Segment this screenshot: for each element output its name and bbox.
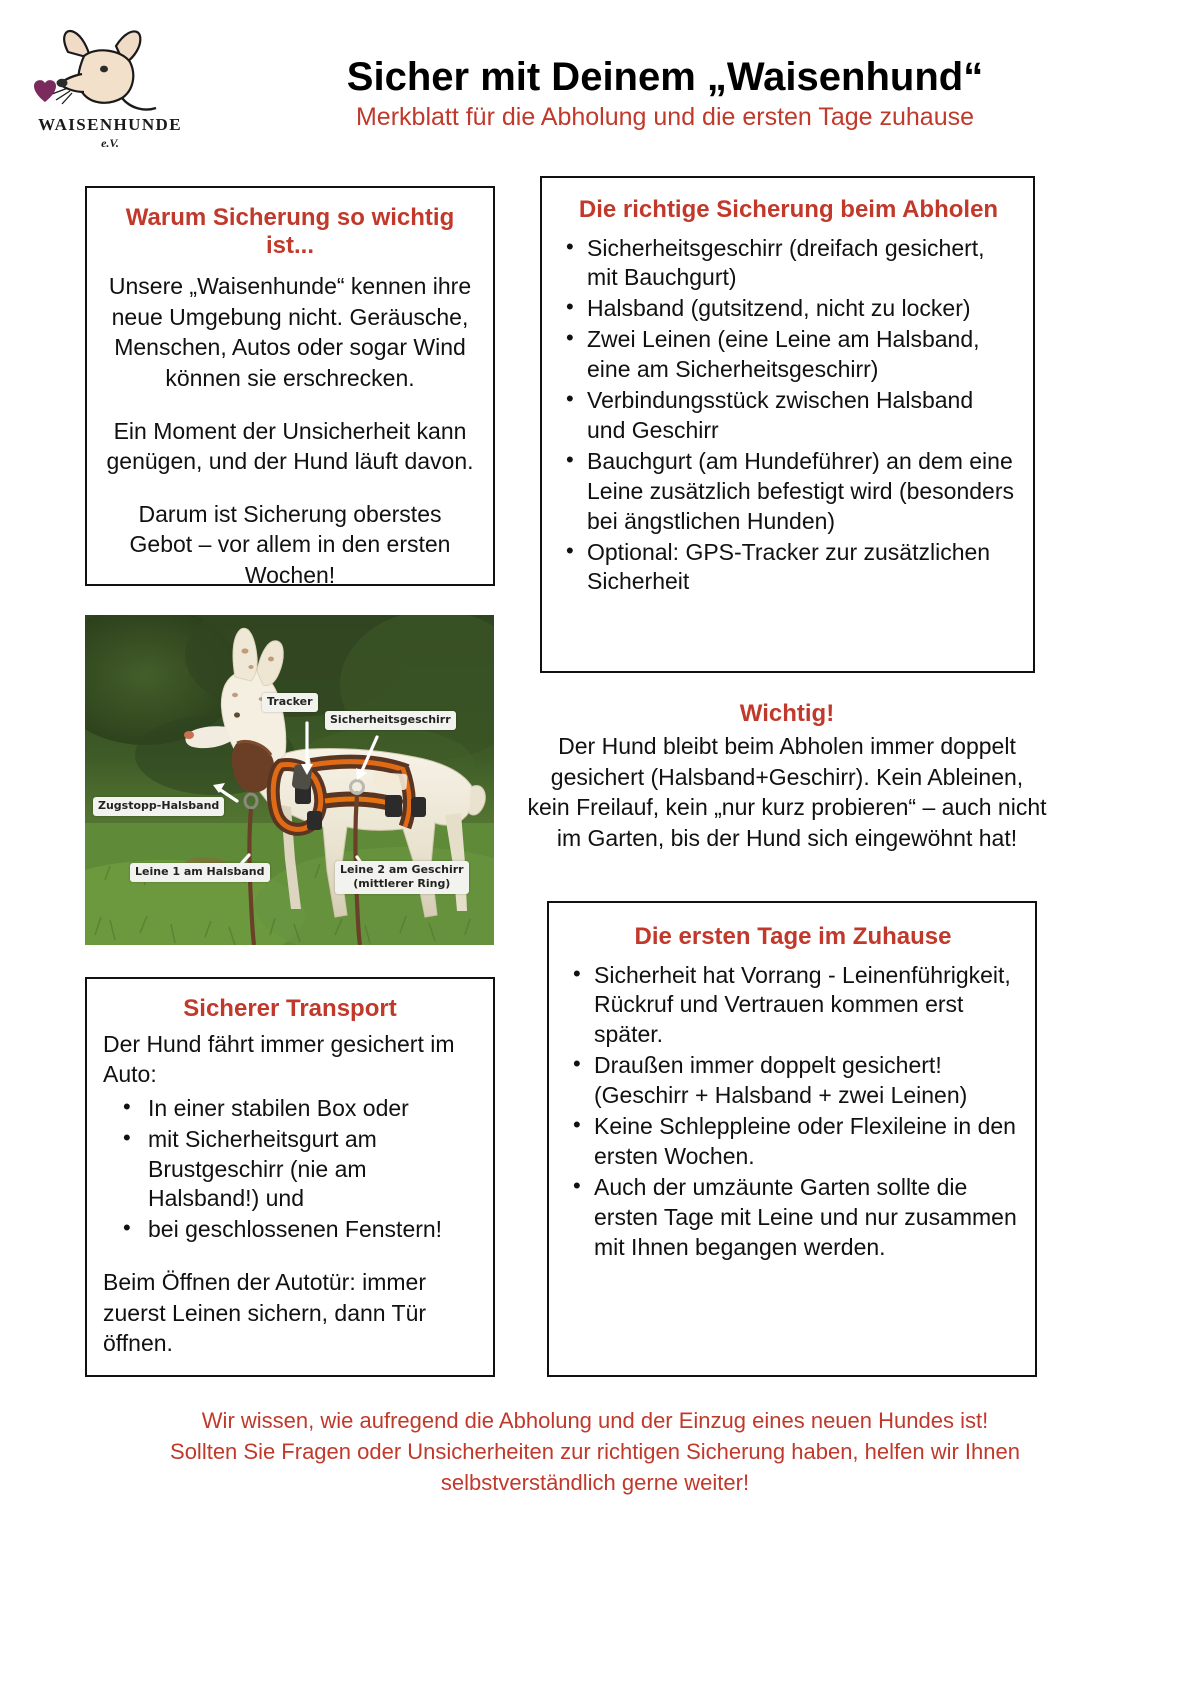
list-item: • Draußen immer doppelt gesichert! (Geschirr + Halsband + zwei Leinen) bbox=[567, 1051, 1019, 1111]
organization-logo bbox=[30, 22, 190, 157]
list-item: • Auch der umzäunte Garten sollte die ersten Tage mit Leine und nur zusammen mit Ihnen begangen werden. bbox=[567, 1173, 1019, 1263]
section-title-first-days: Die ersten Tage im Zuhause bbox=[634, 923, 952, 950]
logo-legal-suffix: e.V. bbox=[101, 136, 119, 150]
list-item: • Verbindungsstück zwischen Halsband und Geschirr bbox=[560, 386, 1017, 446]
list-item: • Halsband (gutsitzend, nicht zu locker) bbox=[560, 294, 1017, 324]
list-item: • mit Sicherheitsgurt am Brustgeschirr (nie am Halsband!) und bbox=[103, 1125, 477, 1215]
photo-label-tracker: Tracker bbox=[262, 693, 318, 712]
paragraph: Ein Moment der Unsicherheit kann genügen, und der Hund läuft davon. bbox=[106, 417, 474, 475]
title-block bbox=[200, 56, 1130, 132]
photo-label-leash-one: Leine 1 am Halsband bbox=[130, 863, 270, 882]
heart-icon bbox=[34, 80, 56, 102]
harness-demonstration-photo bbox=[85, 615, 494, 945]
page-subtitle: Merkblatt für die Abholung und die ersten Tage zuhause bbox=[355, 103, 975, 132]
document-header bbox=[0, 0, 1190, 170]
section-first-days-at-home bbox=[547, 901, 1037, 1377]
section-title-why: Warum Sicherung so wichtig ist... bbox=[125, 204, 455, 259]
important-notice bbox=[527, 700, 1047, 853]
list-item: • Sicherheitsgeschirr (dreifach gesichert, mit Bauchgurt) bbox=[560, 234, 1017, 294]
footer-line: Sollten Sie Fragen oder Unsicherheiten zur richtigen Sicherung haben, helfen wir Ihnen bbox=[170, 1439, 1020, 1465]
list-item: • Bauchgurt (am Hundeführer) an dem eine Leine zusätzlich befestigt wird (besonders bei ängstlichen Hunden) bbox=[560, 447, 1017, 537]
checklist-transport bbox=[103, 1094, 477, 1245]
photo-label-leash-two bbox=[335, 861, 469, 894]
transport-outro: Beim Öffnen der Autotür: immer zuerst Leinen sichern, dann Tür öffnen. bbox=[103, 1269, 427, 1357]
important-notice-title: Wichtig! bbox=[739, 700, 835, 727]
section-safe-transport bbox=[85, 977, 495, 1377]
list-item: • Zwei Leinen (eine Leine am Halsband, eine am Sicherheitsgeschirr) bbox=[560, 325, 1017, 385]
paragraph: Darum ist Sicherung oberstes Gebot – vor allem in den ersten Wochen! bbox=[129, 500, 451, 588]
section-title-pickup: Die richtige Sicherung beim Abholen bbox=[578, 196, 999, 223]
footer-line: selbstverständlich gerne weiter! bbox=[440, 1470, 750, 1496]
dog-head-with-heart-icon bbox=[30, 22, 190, 117]
footer-note bbox=[95, 1405, 1095, 1499]
photo-label-leash-two-line2: (mittlerer Ring) bbox=[353, 877, 451, 891]
section-title-transport: Sicherer Transport bbox=[183, 995, 397, 1022]
section-correct-securing-at-pickup bbox=[540, 176, 1035, 673]
section-why-securing-matters bbox=[85, 186, 495, 586]
list-item: • bei geschlossenen Fenstern! bbox=[103, 1215, 477, 1245]
list-item: • Sicherheit hat Vorrang - Leinenführigkeit, Rückruf und Vertrauen kommen erst später. bbox=[567, 961, 1019, 1051]
dog-with-harness-illustration bbox=[85, 615, 494, 945]
paragraph: Unsere „Waisenhunde“ kennen ihre neue Umgebung nicht. Geräusche, Menschen, Autos oder sogar Wind können sie erschrecken. bbox=[108, 273, 472, 391]
footer-line: Wir wissen, wie aufregend die Abholung und der Einzug eines neuen Hundes ist! bbox=[201, 1408, 989, 1433]
important-notice-text: Der Hund bleibt beim Abholen immer doppelt gesichert (Halsband+Geschirr). Kein Ableinen, kein Freilauf, kein „nur kurz probieren“ – auch nicht im Garten, bis der Hund sich eingewöhnt hat! bbox=[527, 733, 1047, 851]
checklist-first-days bbox=[567, 961, 1019, 1263]
section-body-why bbox=[105, 271, 475, 590]
list-item: • Keine Schleppleine oder Flexileine in den ersten Wochen. bbox=[567, 1112, 1019, 1172]
photo-label-leash-two-line1: Leine 2 am Geschirr bbox=[340, 863, 464, 876]
photo-label-stop-collar: Zugstopp-Halsband bbox=[93, 797, 224, 816]
logo-wordmark: WAISENHUNDE bbox=[38, 115, 182, 134]
transport-intro: Der Hund fährt immer gesichert im Auto: bbox=[103, 1030, 455, 1088]
page-title: Sicher mit Deinem „Waisenhund“ bbox=[346, 55, 984, 99]
photo-label-safety-harness: Sicherheitsgeschirr bbox=[325, 711, 456, 730]
list-item: • Optional: GPS-Tracker zur zusätzlichen Sicherheit bbox=[560, 538, 1017, 598]
checklist-pickup bbox=[560, 234, 1017, 598]
list-item: • In einer stabilen Box oder bbox=[103, 1094, 477, 1124]
